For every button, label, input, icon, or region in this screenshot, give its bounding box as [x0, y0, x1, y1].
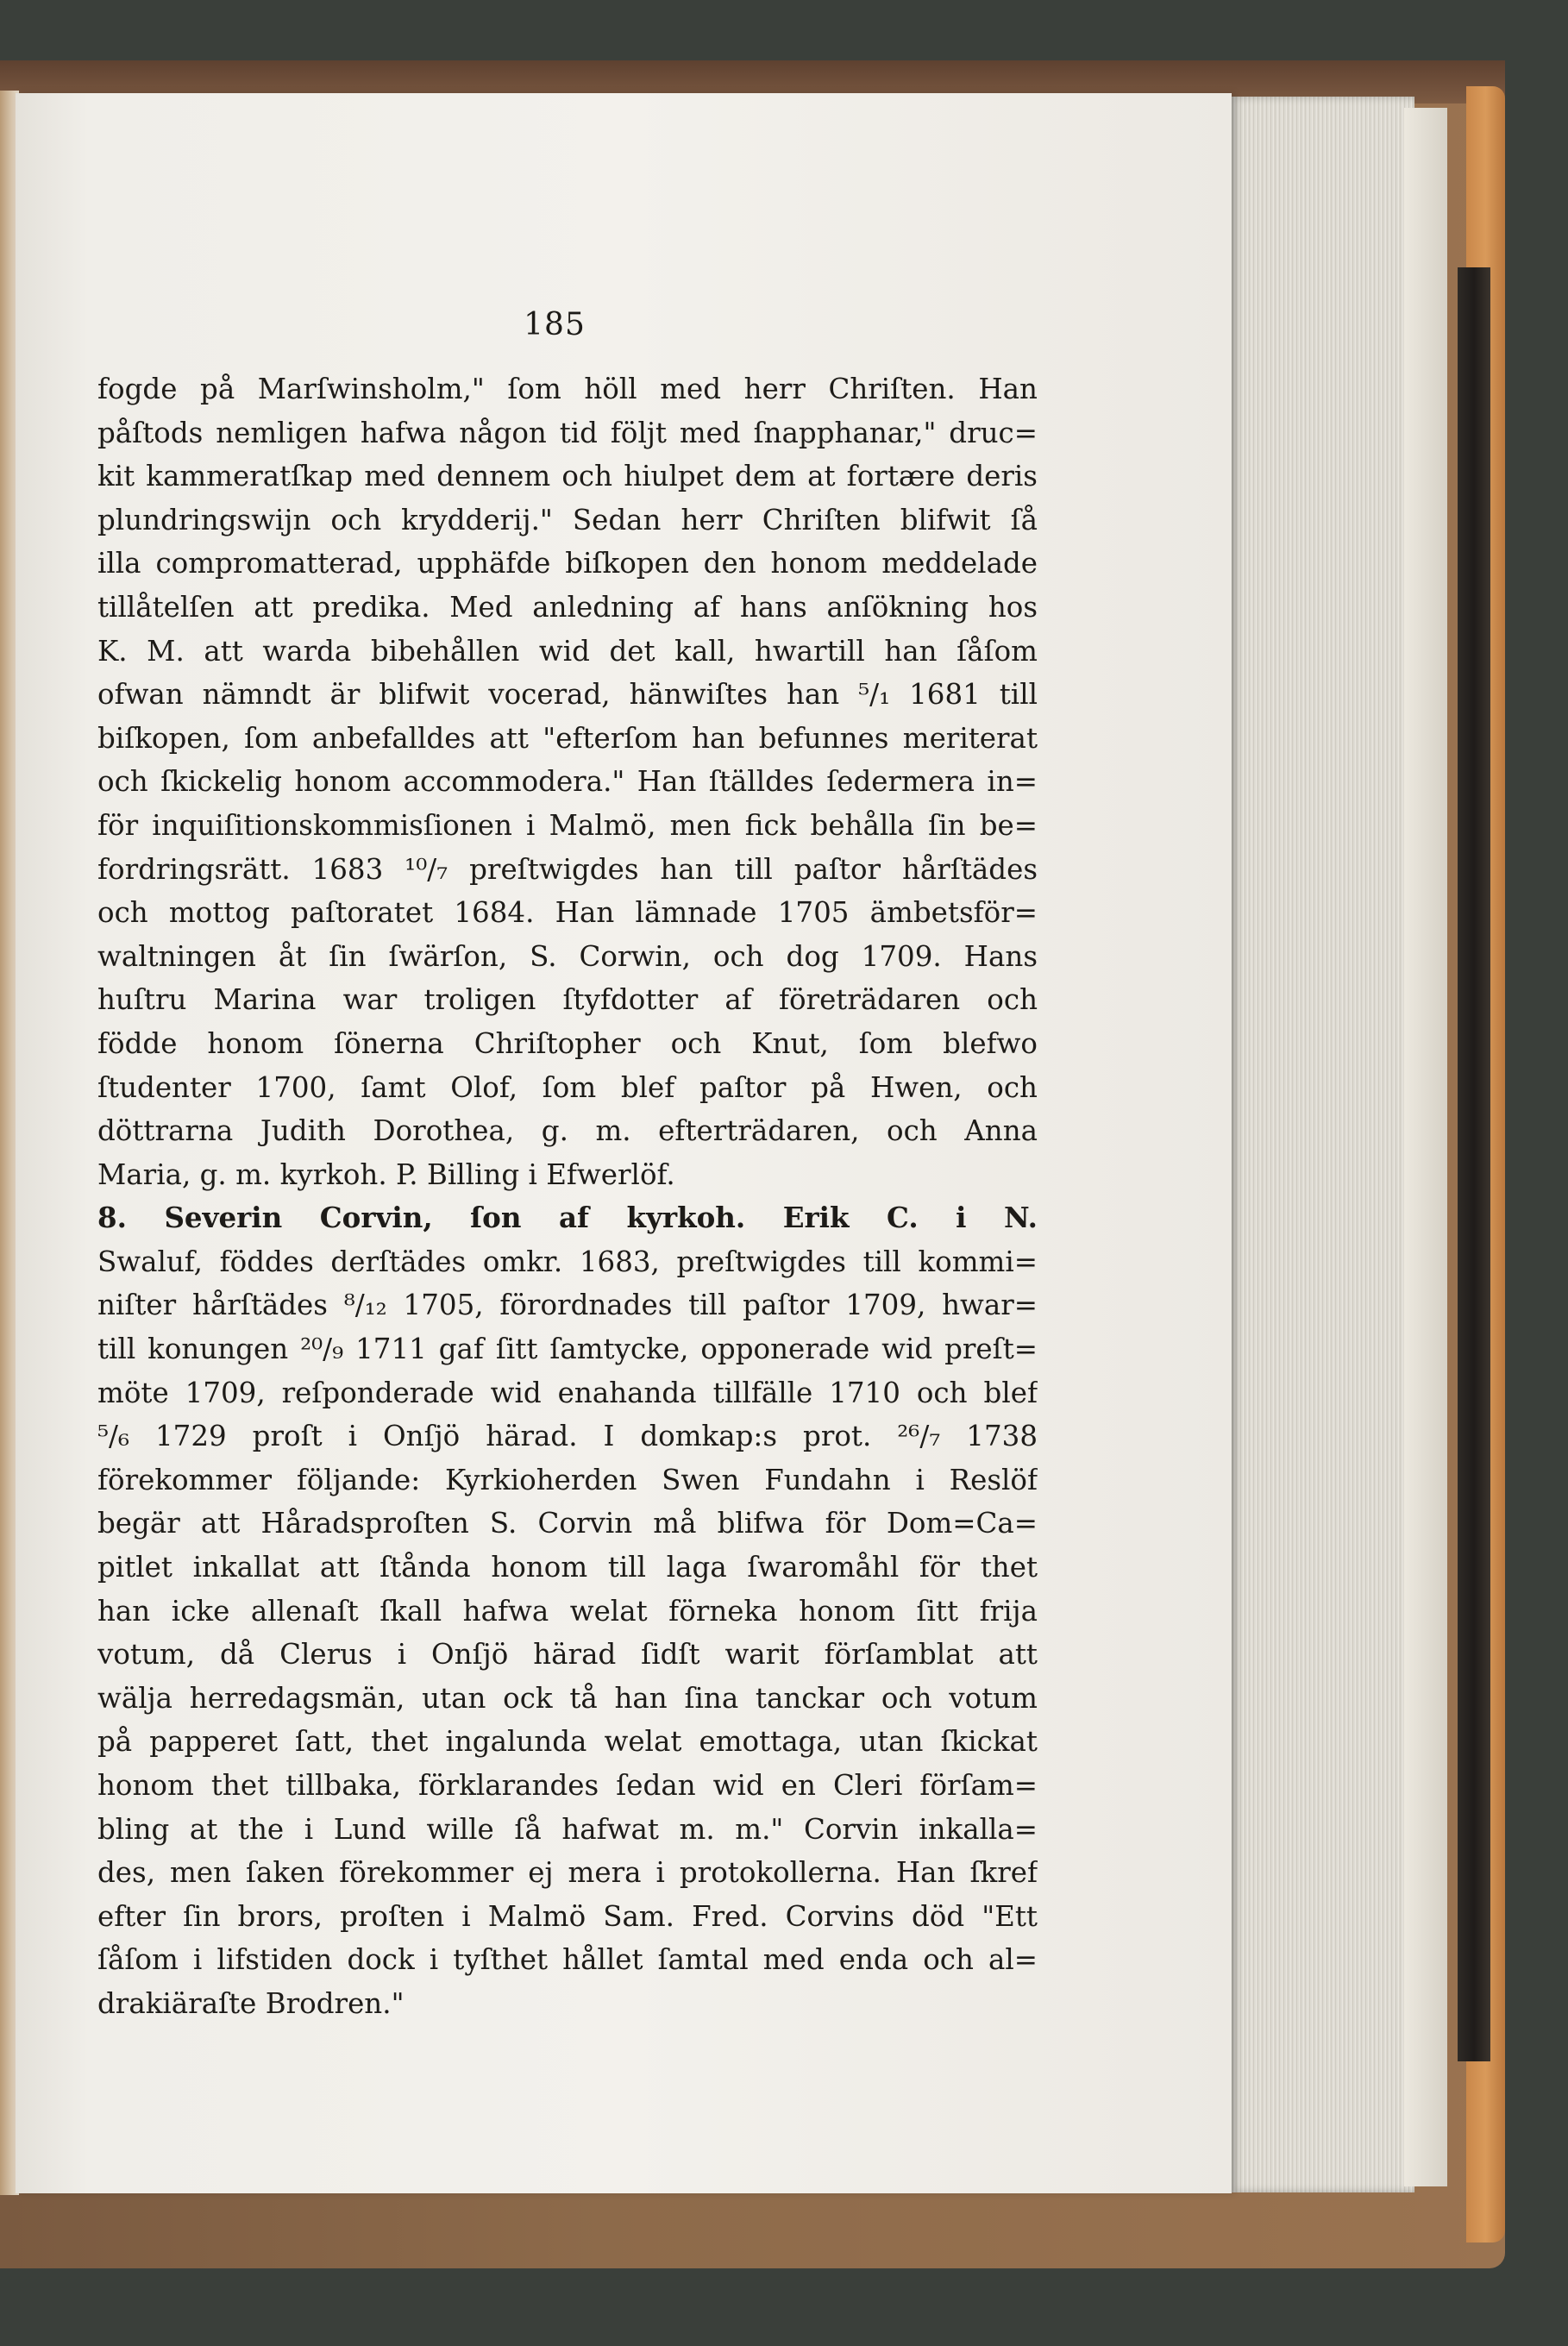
text-line: pitlet inkallat att ſtånda honom till laga ſwaromåhl för thet — [97, 1551, 1038, 1584]
text-line: wälja herredagsmän, utan ock tå han ſina tanckar och votum — [97, 1681, 1038, 1715]
text-line: niſter hårſtädes ⁸/₁₂ 1705, förordnades till paſtor 1709, hwar= — [97, 1289, 1038, 1322]
text-line: döttrarna Judith Dorothea, g. m. efterträdaren, och Anna — [97, 1114, 1038, 1148]
text-line: biſkopen, ſom anbefalldes att "efterſom han befunnes meriterat — [97, 721, 1038, 755]
text-line: födde honom ſönerna Chriſtopher och Knut, ſom blefwo — [97, 1026, 1038, 1060]
text-line: votum, då Clerus i Onſjö härad ſidſt warit förſamblat att — [97, 1638, 1038, 1672]
text-line: ſåſom i lifstiden dock i tyſthet hållet ſamtal med enda och al= — [97, 1943, 1038, 1977]
text-line: bling at the i Lund wille ſå hafwat m. m." Corvin inkalla= — [97, 1812, 1038, 1846]
entry-heading-line: 8. Severin Corvin, ſon af kyrkoh. Erik C. i N. — [97, 1201, 1038, 1235]
text-line: illa compromatterad, upphäfde biſkopen den honom meddelade — [97, 547, 1038, 580]
text-line: K. M. att warda bibehållen wid det kall, hwartill han ſåſom — [97, 634, 1038, 668]
text-line: och mottog paſtoratet 1684. Han lämnade 1705 ämbetsför= — [97, 896, 1038, 930]
text-line: fordringsrätt. 1683 ¹⁰/₇ preſtwigdes han till paſtor hårſtädes — [97, 852, 1038, 886]
text-line: påſtods nemligen hafwa någon tid följt med ſnapphanar," druc= — [97, 416, 1038, 449]
text-line: begär att Håradsproſten S. Corvin må blifwa för Dom=Ca= — [97, 1507, 1038, 1540]
text-line: tillåtelſen att predika. Med anledning af hans anſökning hos — [97, 590, 1038, 624]
text-line: Maria, g. m. kyrkoh. P. Billing i Efwerlöf. — [97, 1157, 675, 1191]
book-cover-shadow — [1458, 267, 1490, 2061]
text-line: Swaluf, föddes derſtädes omkr. 1683, preſtwigdes till kommi= — [97, 1245, 1038, 1278]
book-page — [16, 93, 1232, 2193]
text-line: des, men ſaken förekommer ej mera i protokollerna. Han ſkref — [97, 1856, 1038, 1890]
page-stack-edges — [1229, 97, 1414, 2192]
text-line: fogde på Marſwinsholm," ſom höll med herr Chriſten. Han — [97, 373, 1038, 405]
text-line: honom thet tillbaka, förklarandes ſedan wid en Cleri förſam= — [97, 1769, 1038, 1802]
page-number: 185 — [524, 307, 586, 342]
text-line: kit kammeratſkap med dennem och hiulpet dem at fortære deris — [97, 460, 1038, 493]
page-stack-outer-edge — [1404, 108, 1447, 2186]
text-line: huſtru Marina war troligen ſtyfdotter af företrädaren och — [97, 983, 1038, 1017]
text-line: efter ſin brors, proſten i Malmö Sam. Fred. Corvins död "Ett — [97, 1899, 1038, 1933]
body-text — [97, 367, 1038, 2026]
text-line: och ſkickelig honom accommodera." Han ſtälldes ſedermera in= — [97, 765, 1038, 799]
text-line: ofwan nämndt är blifwit vocerad, hänwiſtes han ⁵/₁ 1681 till — [97, 678, 1038, 712]
text-line: på papperet ſatt, thet ingalunda welat emottaga, utan ſkickat — [97, 1725, 1038, 1759]
text-line: till konungen ²⁰/₉ 1711 gaf ſitt ſamtycke, opponerade wid preſt= — [97, 1333, 1038, 1366]
text-line: han icke allenaſt ſkall hafwa welat förneka honom ſitt frija — [97, 1594, 1038, 1628]
text-line: möte 1709, reſponderade wid enahanda tillfälle 1710 och blef — [97, 1376, 1038, 1409]
text-line: plundringswijn och krydderij." Sedan herr Chriſten blifwit ſå — [97, 503, 1038, 536]
text-line: waltningen åt ſin ſwärſon, S. Corwin, och dog 1709. Hans — [97, 939, 1038, 973]
text-line: för inquiſitionskommisſionen i Malmö, men fick behålla ſin be= — [97, 808, 1038, 842]
text-line: drakiäraſte Brodren." — [97, 1986, 405, 2020]
text-line: ⁵/₆ 1729 proſt i Onſjö härad. I domkap:s prot. ²⁶/₇ 1738 — [97, 1420, 1038, 1453]
text-line: förekommer följande: Kyrkioherden Swen Fundahn i Reslöf — [97, 1463, 1038, 1496]
text-line: ſtudenter 1700, ſamt Olof, ſom blef paſtor på Hwen, och — [97, 1070, 1038, 1104]
